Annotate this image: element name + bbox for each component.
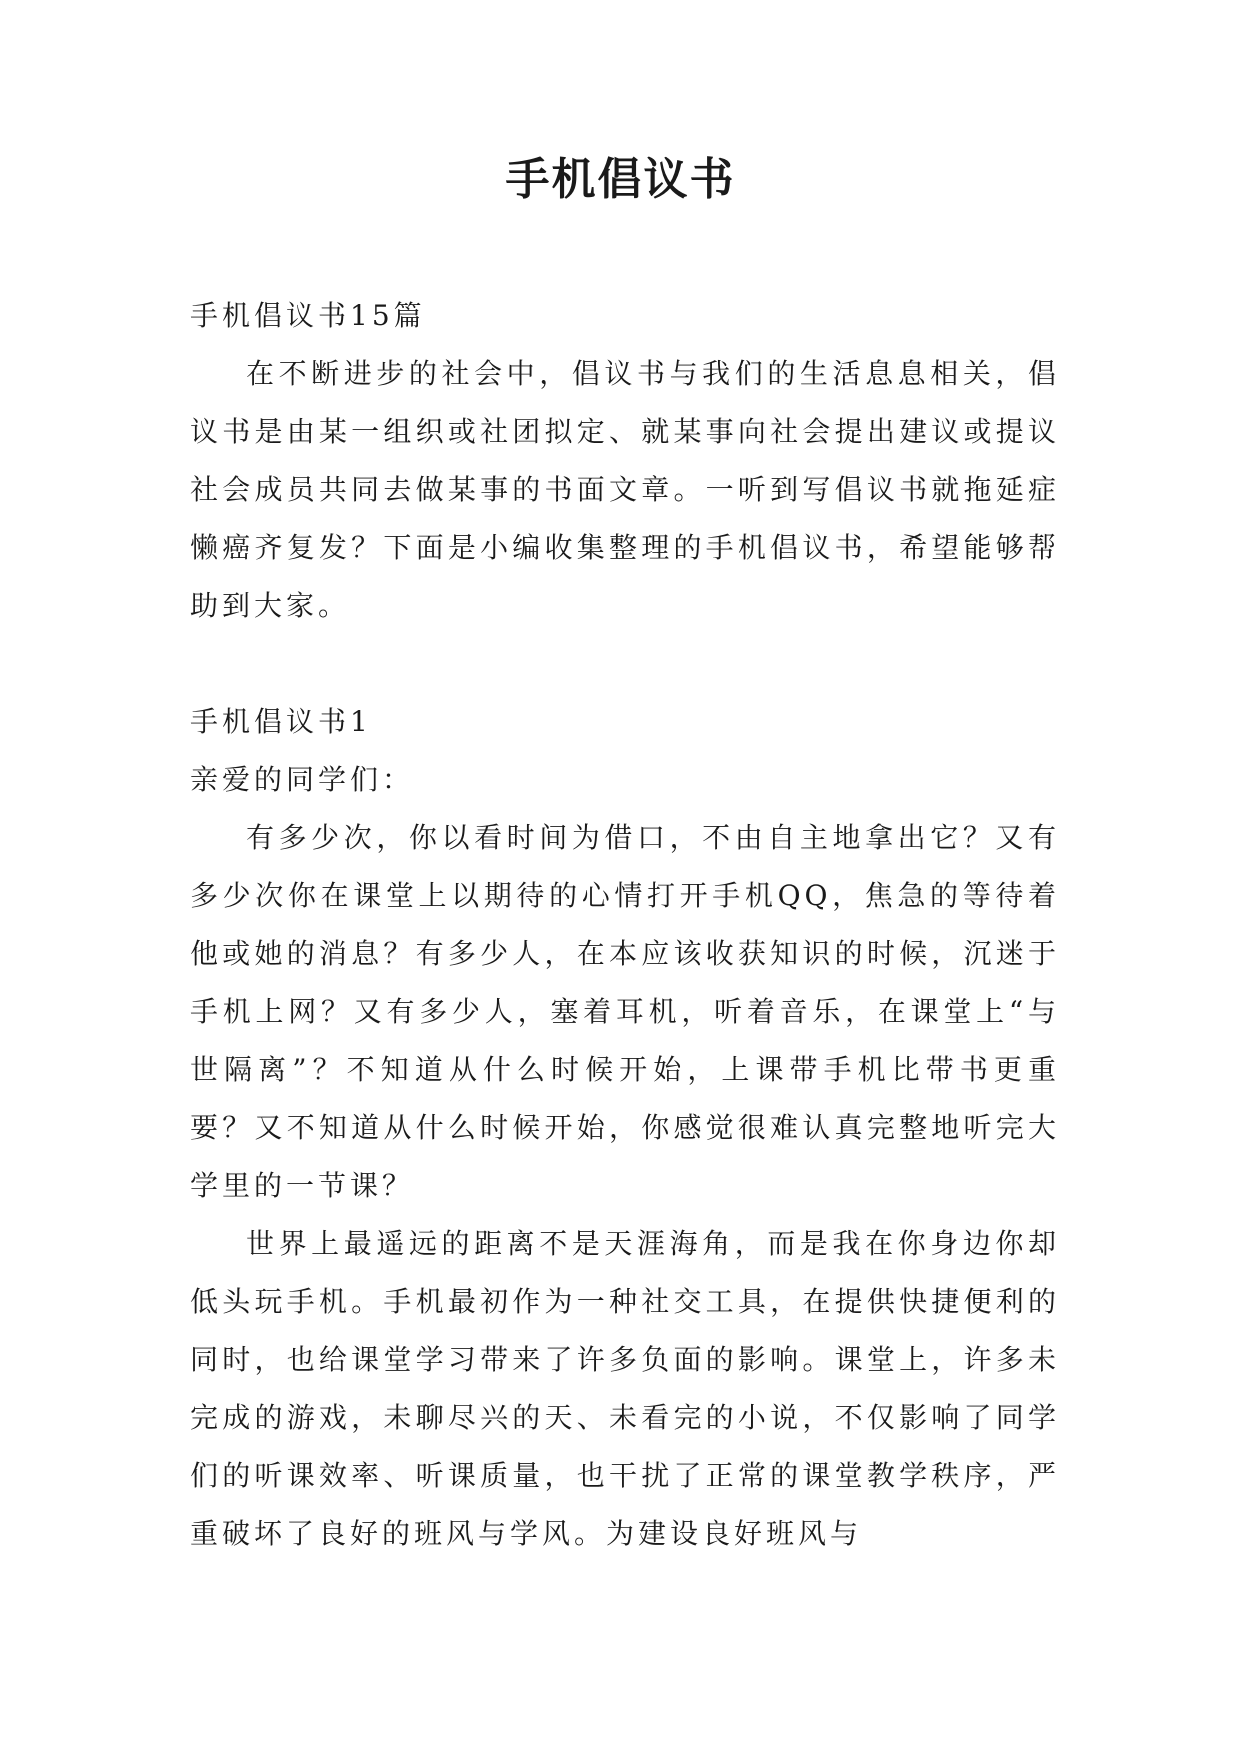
body-paragraph: 有多少次，你以看时间为借口，不由自主地拿出它？又有多少次你在课堂上以期待的心情打开手机QQ，焦急的等待着他或她的消息？有多少人，在本应该收获知识的时候，沉迷于手机上网？又有多少人，塞着耳机，听着音乐，在课堂上“与世隔离”？不知道从什么时候开始，上课带手机比带书更重要？又不知道从什么时候开始，你感觉很难认真完整地听完大学里的一节课？	[190, 821, 1060, 1202]
document-subtitle: 手机倡议书15篇	[190, 299, 426, 332]
document-title: 手机倡议书	[505, 154, 736, 205]
document-body	[190, 287, 1060, 1563]
section-title: 手机倡议书1	[190, 705, 372, 738]
body-paragraph: 世界上最遥远的距离不是天涯海角，而是我在你身边你却低头玩手机。手机最初作为一种社交工具，在提供快捷便利的同时，也给课堂学习带来了许多负面的影响。课堂上，许多未完成的游戏，未聊尽兴的天、未看完的小说，不仅影响了同学们的听课效率、听课质量，也干扰了正常的课堂教学秩序，严重破坏了良好的班风与学风。为建设良好班风与	[190, 1227, 1060, 1550]
section-gap	[190, 635, 1060, 693]
salutation: 亲爱的同学们：	[190, 763, 415, 796]
intro-paragraph: 在不断进步的社会中，倡议书与我们的生活息息相关，倡议书是由某一组织或社团拟定、就某事向社会提出建议或提议社会成员共同去做某事的书面文章。一听到写倡议书就拖延症懒癌齐复发？下面是小编收集整理的手机倡议书，希望能够帮助到大家。	[190, 357, 1060, 622]
